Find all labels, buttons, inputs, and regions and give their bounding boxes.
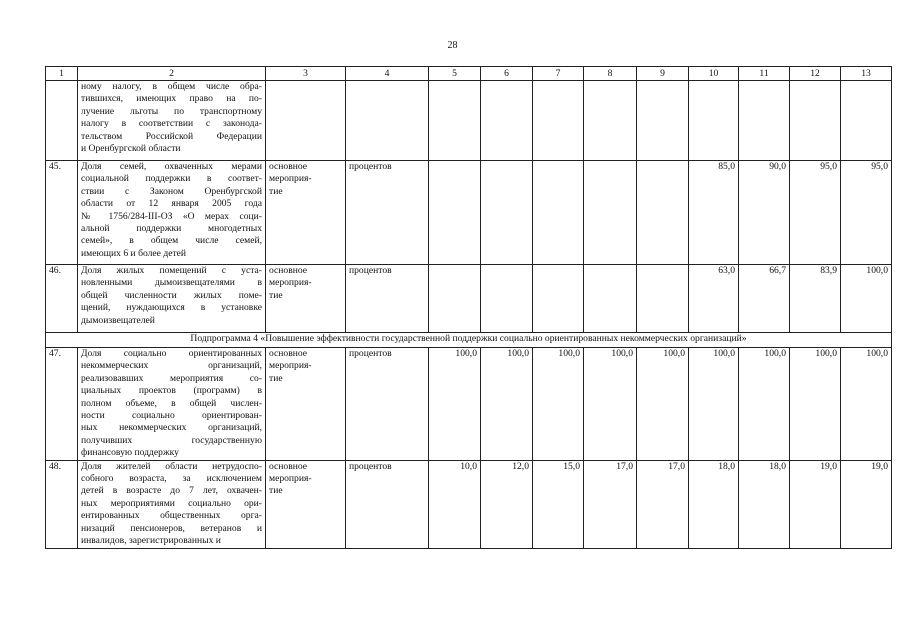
value-cell: 83,9 [790, 265, 841, 333]
value-cell [739, 81, 790, 161]
type-line: основное [269, 161, 308, 172]
indicator-type [266, 161, 346, 265]
description-line: общей численности жилых поме- [81, 289, 262, 301]
row-number: 45. [46, 161, 78, 265]
value-cell: 95,0 [790, 161, 841, 265]
type-line: мероприя- [269, 360, 312, 372]
indicator-type [266, 81, 346, 161]
indicator-description [78, 348, 266, 461]
column-header-4: 4 [346, 67, 429, 81]
description-line: собного возраста, за исключением [81, 473, 262, 485]
value-cell [429, 265, 481, 333]
description-line: полном объеме, в общей числен- [81, 397, 262, 409]
column-header-6: 6 [481, 67, 533, 81]
row-number [46, 81, 78, 161]
value-cell [637, 81, 689, 161]
description-line: социальной поддержки в соответ- [81, 173, 262, 185]
type-line: мероприя- [269, 173, 312, 185]
value-cell: 10,0 [429, 460, 481, 548]
value-cell: 100,0 [841, 348, 892, 461]
value-cell: 12,0 [481, 460, 533, 548]
table-row [46, 460, 892, 548]
value-cell [584, 161, 637, 265]
unit-of-measure: процентов [346, 348, 429, 461]
table-header-row [46, 67, 892, 81]
value-cell: 100,0 [841, 265, 892, 333]
indicator-description [78, 265, 266, 333]
column-header-9: 9 [637, 67, 689, 81]
table-row [46, 81, 892, 161]
value-cell [637, 161, 689, 265]
indicator-description [78, 81, 266, 161]
column-header-10: 10 [689, 67, 739, 81]
description-line: инвалидов, зарегистрированных и [81, 535, 221, 547]
value-cell: 100,0 [481, 348, 533, 461]
value-cell: 100,0 [739, 348, 790, 461]
value-cell [533, 81, 584, 161]
column-header-3: 3 [266, 67, 346, 81]
column-header-13: 13 [841, 67, 892, 81]
value-cell: 90,0 [739, 161, 790, 265]
description-line: ентированных общественных орга- [81, 510, 262, 522]
description-line: низаций пенсионеров, ветеранов и [81, 522, 262, 534]
value-cell: 19,0 [841, 460, 892, 548]
table-row [46, 265, 892, 333]
value-cell: 100,0 [429, 348, 481, 461]
description-line: Доля жилых помещений с уста- [81, 265, 262, 276]
description-line: и Оренбургской области [81, 143, 181, 155]
description-line: ных некоммерческих организаций, [81, 422, 262, 434]
description-line: реализовавших мероприятия со- [81, 372, 262, 384]
column-header-8: 8 [584, 67, 637, 81]
indicator-type [266, 265, 346, 333]
description-line: альной поддержки многодетных [81, 223, 262, 235]
type-line: тие [269, 289, 283, 301]
value-cell: 100,0 [533, 348, 584, 461]
table-row [46, 161, 892, 265]
subprogram-title: Подпрограмма 4 «Повышение эффективности государственной поддержки социально ориентированных некоммерческих организаций» [46, 333, 892, 348]
value-cell: 17,0 [584, 460, 637, 548]
indicator-type [266, 460, 346, 548]
type-line: основное [269, 265, 308, 276]
value-cell [790, 81, 841, 161]
value-cell: 15,0 [533, 460, 584, 548]
column-header-7: 7 [533, 67, 584, 81]
description-line: области от 12 января 2005 года [81, 198, 262, 210]
description-line: тившихся, имеющих право на по- [81, 93, 262, 105]
value-cell [533, 265, 584, 333]
description-line: налогу в соответствии с законода- [81, 118, 262, 130]
table-row [46, 348, 892, 461]
value-cell [584, 81, 637, 161]
value-cell: 63,0 [689, 265, 739, 333]
indicator-description [78, 460, 266, 548]
value-cell: 85,0 [689, 161, 739, 265]
row-number: 46. [46, 265, 78, 333]
description-line: детей в возрасте до 7 лет, охвачен- [81, 485, 262, 497]
description-line: ствии с Законом Оренбургской [81, 185, 262, 197]
column-header-1: 1 [46, 67, 78, 81]
description-line: циальных проектов (программ) в [81, 385, 262, 397]
column-header-12: 12 [790, 67, 841, 81]
column-header-2: 2 [78, 67, 266, 81]
description-line: ности социально ориентирован- [81, 410, 262, 422]
description-line: Доля жителей области нетрудоспо- [81, 460, 262, 472]
value-cell: 66,7 [739, 265, 790, 333]
description-line: некоммерческих организаций, [81, 360, 262, 372]
value-cell [533, 161, 584, 265]
unit-of-measure: процентов [346, 265, 429, 333]
type-line: тие [269, 485, 283, 497]
indicator-description [78, 161, 266, 265]
indicators-table [45, 66, 892, 549]
value-cell [429, 161, 481, 265]
description-line: имеющих 6 и более детей [81, 247, 187, 259]
row-number: 47. [46, 348, 78, 461]
unit-of-measure [346, 81, 429, 161]
unit-of-measure: процентов [346, 460, 429, 548]
description-line: дымоизвещателей [81, 314, 155, 326]
value-cell [841, 81, 892, 161]
row-number: 48. [46, 460, 78, 548]
column-header-11: 11 [739, 67, 790, 81]
type-line: мероприя- [269, 277, 312, 289]
value-cell: 95,0 [841, 161, 892, 265]
description-line: финансовую поддержку [81, 447, 179, 459]
description-line: ному налогу, в общем числе обра- [81, 81, 262, 92]
value-cell: 18,0 [689, 460, 739, 548]
value-cell [429, 81, 481, 161]
value-cell: 100,0 [637, 348, 689, 461]
page-number: 28 [447, 40, 458, 51]
description-line: ных мероприятиями социально ори- [81, 497, 262, 509]
value-cell: 18,0 [739, 460, 790, 548]
description-line: Доля семей, охваченных мерами [81, 161, 262, 172]
column-header-5: 5 [429, 67, 481, 81]
type-line: мероприя- [269, 473, 312, 485]
value-cell: 100,0 [790, 348, 841, 461]
unit-of-measure: процентов [346, 161, 429, 265]
description-line: тельством Российской Федерации [81, 130, 262, 142]
value-cell [637, 265, 689, 333]
type-line: тие [269, 185, 283, 197]
value-cell [481, 81, 533, 161]
type-line: основное [269, 348, 308, 359]
description-line: новленными дымоизвещателями в [81, 277, 262, 289]
value-cell [481, 265, 533, 333]
subprogram-row [46, 333, 892, 348]
description-line: щений, нуждающихся в установке [81, 302, 262, 314]
type-line: тие [269, 372, 283, 384]
description-line: семей», в общем числе семей, [81, 235, 262, 247]
type-line: основное [269, 460, 308, 472]
description-line: получивших государственную [81, 434, 262, 446]
value-cell [689, 81, 739, 161]
value-cell: 100,0 [584, 348, 637, 461]
description-line: Доля социально ориентированных [81, 348, 262, 359]
value-cell [481, 161, 533, 265]
value-cell: 17,0 [637, 460, 689, 548]
indicator-type [266, 348, 346, 461]
description-line: № 1756/284-III-ОЗ «О мерах соци- [81, 210, 262, 222]
description-line: лучение льготы по транспортному [81, 105, 262, 117]
value-cell: 100,0 [689, 348, 739, 461]
value-cell [584, 265, 637, 333]
value-cell: 19,0 [790, 460, 841, 548]
